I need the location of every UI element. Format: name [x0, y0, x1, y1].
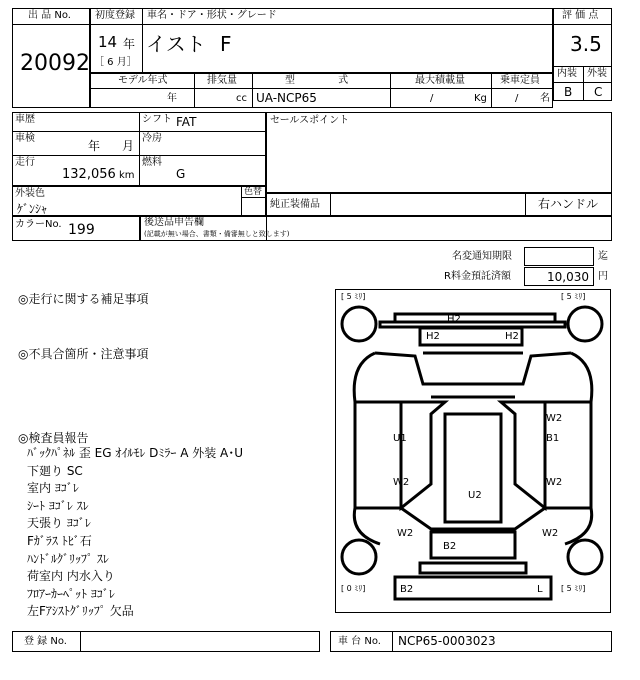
- mileage-value: 132,056: [62, 167, 116, 182]
- max-load-separator: /: [430, 93, 434, 104]
- first-registration-month: ［ 6 月］: [94, 57, 137, 68]
- color-number-label: カラーNo.: [15, 219, 62, 230]
- exterior-color-value: ｹﾞﾝｼｬ: [17, 202, 48, 216]
- damage-mark: H2: [426, 331, 440, 342]
- first-registration-label: 初度登録: [95, 10, 135, 21]
- color-number: 199: [68, 222, 95, 238]
- inspector-report-line: 荷室内 内水入り: [27, 569, 115, 584]
- mileage-label: 走行: [15, 157, 35, 168]
- car-name-label: 車名・ドア・形状・グレード: [147, 10, 277, 21]
- inspector-report-line: 天張り ﾖｺﾞﾚ: [27, 516, 91, 531]
- defect-notes-label: ◎不具合箇所・注意事項: [18, 347, 149, 361]
- handle-position: 右ハンドル: [538, 197, 599, 211]
- name-change-deadline-unit: 迄: [598, 251, 608, 262]
- damage-mark: L: [537, 584, 543, 595]
- aftermarket-label: 後送品申告欄: [144, 217, 204, 228]
- model-year-unit: 年: [167, 93, 177, 104]
- color-change-label: 色替: [244, 187, 263, 197]
- damage-mark: H2: [505, 331, 519, 342]
- name-change-deadline-label: 名変通知期限: [452, 251, 512, 262]
- tire-front-right-depth: [ 5 ﾐﾘ]: [561, 292, 586, 301]
- capacity-label: 乗車定員: [500, 75, 540, 86]
- chassis-number: NCP65-0003023: [398, 634, 496, 648]
- registration-number-label: 登 録 No.: [24, 636, 67, 647]
- tire-rear-right-depth: [ 5 ﾐﾘ]: [561, 584, 586, 593]
- damage-mark: H2: [447, 314, 461, 325]
- inspector-report-line: ｼｰﾄ ﾖｺﾞﾚ ｽﾚ: [27, 498, 89, 513]
- name-change-deadline-field: [524, 247, 594, 266]
- first-registration-year: 14: [98, 33, 118, 51]
- damage-mark: W2: [542, 528, 559, 539]
- recycle-fee-unit: 円: [598, 271, 608, 282]
- interior-grade: B: [564, 85, 573, 99]
- chassis-number-label: 車 台 No.: [338, 636, 381, 647]
- year-unit: 年: [123, 37, 136, 51]
- recycle-fee-label: R料金預託済額: [444, 271, 511, 282]
- damage-mark: B2: [400, 584, 414, 595]
- aftermarket-note: (記載が無い場合、書類・備審無しと致します): [144, 230, 290, 238]
- tire-front-left-depth: [ 5 ﾐﾘ]: [341, 292, 366, 301]
- history-label: 車歴: [15, 114, 35, 125]
- displacement-label: 排気量: [207, 75, 237, 86]
- inspector-report-line: 室内 ﾖｺﾞﾚ: [27, 481, 79, 496]
- exterior-grade-label: 外装: [587, 68, 607, 79]
- driving-notes-label: ◎走行に関する補足事項: [18, 292, 149, 306]
- shift-label: シフト: [142, 114, 172, 125]
- car-grade: F: [220, 32, 232, 56]
- vehicle-condition-diagram: [335, 289, 611, 613]
- exterior-color-label: 外装色: [15, 188, 45, 199]
- car-name: イスト: [146, 32, 206, 56]
- capacity-unit: 名: [540, 93, 550, 104]
- damage-mark: W2: [397, 528, 414, 539]
- exterior-grade: C: [594, 85, 603, 99]
- lot-number-label: 出 品 No.: [28, 10, 71, 21]
- inspector-report-line: ﾊﾝﾄﾞﾙｸﾞﾘｯﾌﾟ ｽﾚ: [27, 551, 109, 566]
- damage-mark: U2: [468, 490, 482, 501]
- inspector-report-line: ﾌﾛｱｰｶｰﾍﾟｯﾄ ﾖｺﾞﾚ: [27, 586, 115, 601]
- lot-number: 20092: [20, 51, 90, 76]
- damage-mark: B1: [546, 433, 560, 444]
- inspection-year-unit: 年: [88, 139, 101, 153]
- damage-mark: W2: [393, 477, 410, 488]
- damage-mark: W2: [546, 413, 563, 424]
- damage-mark: W2: [546, 477, 563, 488]
- interior-grade-label: 内装: [557, 68, 577, 79]
- model-type: UA-NCP65: [256, 91, 317, 105]
- inspector-report-line: Fｶﾞﾗｽ ﾄﾋﾞ石: [27, 534, 92, 548]
- tire-rear-left-depth: [ 0 ﾐﾘ]: [341, 584, 366, 593]
- cooler-label: 冷房: [142, 133, 162, 144]
- score-label: 評 価 点: [562, 10, 599, 21]
- fuel-value: G: [176, 167, 186, 181]
- inspector-report-label: ◎検査員報告: [18, 431, 89, 445]
- fuel-label: 燃料: [142, 157, 162, 168]
- inspection-label: 車検: [15, 133, 35, 144]
- inspector-report-line: 左Fｱｼｽﾄｸﾞﾘｯﾌﾟ 欠品: [27, 604, 134, 619]
- damage-mark: U1: [393, 433, 407, 444]
- color-box: [12, 186, 266, 216]
- genuine-equipment-label: 純正装備品: [270, 199, 320, 210]
- max-load-label: 最大積載量: [415, 75, 465, 86]
- displacement-unit: cc: [236, 93, 247, 104]
- mileage-unit: km: [119, 170, 135, 181]
- model-year-label: モデル年式: [118, 75, 168, 86]
- max-load-unit: Kg: [474, 93, 487, 104]
- sales-point-label: セールスポイント: [270, 115, 350, 126]
- inspector-report-line: ﾊﾞｯｸﾊﾟﾈﾙ 歪 EG ｵｲﾙﾓﾚ Dﾐﾗｰ A 外装 A･U: [27, 446, 244, 460]
- inspection-month-unit: 月: [122, 139, 135, 153]
- overall-score: 3.5: [570, 32, 602, 56]
- model-type-label: 型 式: [285, 75, 349, 86]
- shift-value: FAT: [176, 115, 197, 129]
- recycle-fee-amount: 10,030: [547, 270, 589, 284]
- inspector-report-line: 下廻り SC: [27, 463, 83, 478]
- capacity-separator: /: [515, 93, 519, 104]
- damage-mark: B2: [443, 541, 457, 552]
